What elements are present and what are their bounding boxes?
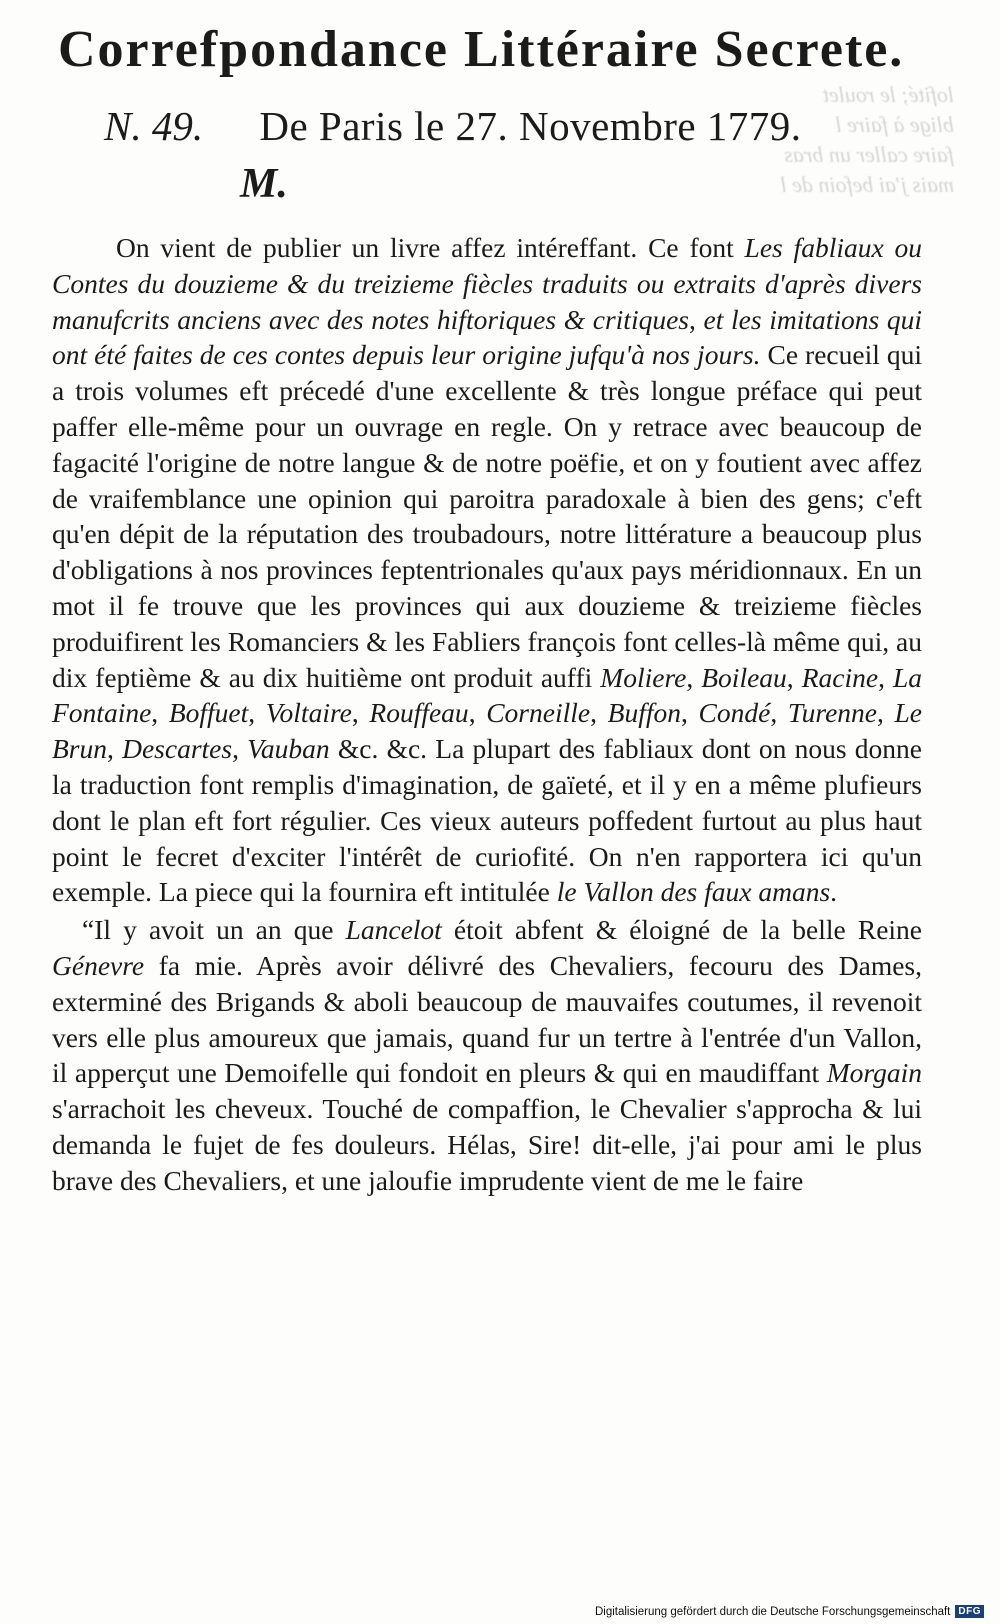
italic-run: Voltaire <box>265 697 352 729</box>
text-run: , <box>786 661 802 693</box>
italic-run: Lancelot <box>345 914 442 946</box>
text-run: , <box>248 697 266 729</box>
text-run: , <box>468 697 487 729</box>
italic-run: Descartes <box>122 733 233 765</box>
paragraph-quote <box>52 912 922 1198</box>
text-run: , <box>232 733 248 765</box>
paragraph-intro <box>52 230 922 910</box>
digitization-credit <box>595 1605 984 1618</box>
issue-line <box>104 100 964 152</box>
text-run: , <box>107 733 123 765</box>
italic-run: Vauban <box>247 733 330 765</box>
text-run: , <box>770 697 788 729</box>
article-body <box>52 230 922 1199</box>
italic-run: Corneille <box>486 697 591 729</box>
text-run: étoit abfent & éloigné de la belle Reine <box>441 914 922 946</box>
dateline: De Paris le 27. Novembre 1779. <box>259 103 802 149</box>
text-run: s'arrachoit les cheveux. Touché de compaffion, le Chevalier s'approcha & lui demanda le fujet de fes douleurs. Hélas, Sire! dit-elle, j'ai pour ami le plus brave des Chevaliers, et une jaloufie imprudente vient de me le faire <box>52 1093 922 1196</box>
text-run: fa mie. Après avoir délivré des Chevaliers, fecouru des Dames, exterminé des Brigands & aboli beaucoup de mauvaifes coutumes, il revenoit vers elle plus amoureux que jamais, quand fur un tertre à l'entrée d'un Vallon, il apperçut une Demoifelle qui fondoit en pleurs & qui en maudiffant <box>52 949 922 1089</box>
italic-run: Les fabliaux ou Contes du douzieme & du treizieme fiècles traduits ou extraits d'après divers manufcrits anciens avec des notes hiftoriques & critiques <box>52 232 922 335</box>
text-run: , <box>686 661 702 693</box>
italic-run: Boffuet <box>168 697 249 729</box>
text-run: &c. &c. La plupart des fabliaux dont on nous donne la traduction font remplis d'imagination, de gaïeté, et il y en a même plufieurs dont le plan eft fort régulier. Ces vieux auteurs poffedent furtout au plus haut point le fecret d'exciter l'intérêt de curiofité. On n'en rapportera ici qu'un exemple. La piece qui la fournira eft intitulée <box>52 733 922 908</box>
salutation: M. <box>240 161 288 207</box>
italic-run: Condé <box>698 697 771 729</box>
bleed-through-text: lofité; le roulet blige à faire l faire caller un bras mais j'ai befoin de l <box>780 82 954 197</box>
page-title: Correfpondance Littéraire Secrete. <box>58 21 905 78</box>
italic-run: Boileau <box>701 661 787 693</box>
text-run: , <box>151 697 169 729</box>
text-run: , <box>351 697 370 729</box>
italic-run: Morgain <box>826 1057 922 1089</box>
italic-run: et les imitations qui ont été faites de ces contes depuis leur origine jufqu'à nos jours. <box>52 303 922 371</box>
text-run: “Il y avoit un an que <box>82 914 346 946</box>
text-run: Ce recueil qui a trois volumes eft précedé d'une excellente & très longue préface qui peut paffer elle-même pour un ouvrage en regle. On y retrace avec beaucoup de fagacité l'origine de notre langue & de notre poëfie, et on y foutient avec affez de vraifemblance une opinion qui paroitra paradoxale à bien des gens; c'eft qu'en dépit de la réputation des troubadours, notre littérature a beaucoup plus d'obligations à nos provinces feptentrionales qu'aux pays méridionnaux. En un mot il fe trouve que les provinces qui aux douzieme & treizieme fiècles produifirent les Romanciers & les Fabliers françois font celles-là même qui, au dix feptième & au dix huitième ont produit auffi <box>52 339 922 693</box>
text-run: On vient de publier un livre affez intéreffant. Ce font <box>116 232 745 263</box>
italic-run: Buffon <box>607 697 681 729</box>
text-run: , <box>689 303 704 335</box>
italic-run: Moliere <box>600 661 687 693</box>
italic-run: Le Brun <box>52 697 923 765</box>
italic-run: Racine <box>801 661 879 693</box>
text-run: , <box>878 661 893 693</box>
text-run: , <box>590 697 608 729</box>
italic-run: Génevre <box>52 949 145 981</box>
italic-run: Turenne <box>787 697 877 729</box>
dfg-logo: DFG <box>955 1605 984 1618</box>
text-run: , <box>876 697 895 729</box>
italic-run: le Vallon des faux amans <box>556 876 831 908</box>
credit-text: Digitalisierung gefördert durch die Deutsche Forschungsgemeinschaft <box>594 1605 951 1618</box>
text-run: . <box>830 876 838 908</box>
italic-run: Rouffeau <box>369 697 469 729</box>
text-run: , <box>680 697 699 729</box>
italic-run: La Fontaine <box>52 661 923 729</box>
issue-number: N. 49. <box>104 103 204 149</box>
